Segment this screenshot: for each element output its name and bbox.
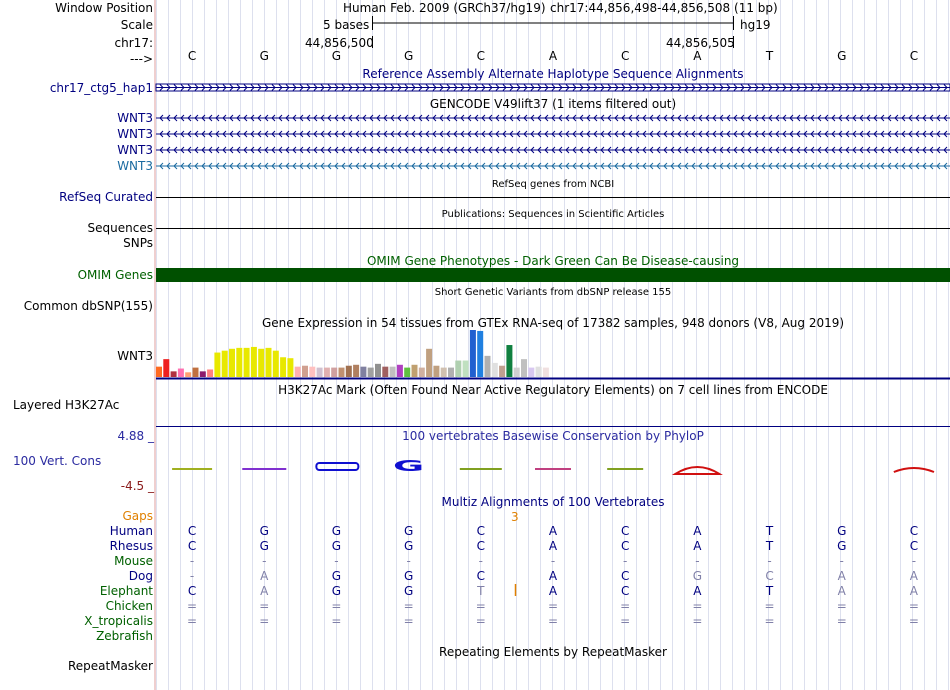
alignment-base: = (692, 599, 703, 613)
refseq-title[interactable]: RefSeq genes from NCBI (491, 179, 615, 190)
alignment-base: G (403, 539, 414, 553)
gtex-bar (185, 372, 191, 377)
alignment-base: G (331, 539, 342, 553)
snps-label[interactable]: SNPs (123, 236, 153, 250)
alignment-base: A (548, 524, 558, 538)
alignment-base: = (547, 614, 559, 628)
alignment-base: = (187, 599, 198, 613)
coord-right: 44,856,505 (666, 36, 735, 50)
gtex-bar (207, 369, 213, 377)
gtex-bar (244, 348, 250, 377)
alignment-base: C (476, 539, 485, 553)
alignment-base: = (403, 614, 414, 628)
alignment-base: A (693, 584, 702, 598)
species-label[interactable]: Rhesus (109, 539, 153, 553)
gtex-bar (404, 368, 410, 377)
gtex-bar (214, 353, 220, 377)
gtex-bar (441, 368, 447, 377)
phylop-ymin: -4.5 _ (120, 479, 154, 493)
alignment-base: C (187, 524, 197, 538)
alignment-base: G (692, 569, 703, 583)
alignment-base: = (475, 599, 486, 613)
alignment-base: C (620, 569, 630, 583)
alignment-base: = (620, 599, 631, 613)
alignment-base: = (908, 614, 919, 628)
gtex-bar (295, 367, 301, 377)
alignment-base: A (260, 569, 269, 583)
gtex-bar (324, 368, 330, 377)
alignment-base: G (259, 539, 269, 553)
alignment-base: - (406, 554, 411, 568)
db-label: hg19 (740, 18, 771, 32)
gtex-bar (266, 348, 272, 377)
gtex-bar (506, 345, 512, 377)
base-letter[interactable]: G (259, 49, 269, 63)
alignment-base: G (403, 524, 414, 538)
alignment-base: A (909, 584, 919, 598)
gtex-bar (412, 365, 418, 377)
omim-title[interactable]: OMIM Gene Phenotypes - Dark Green Can Be Disease-causing (366, 254, 740, 268)
base-letter[interactable]: C (909, 49, 919, 63)
alignment-base: T (765, 584, 774, 598)
alignment-base: G (259, 524, 269, 538)
alignment-base: A (909, 569, 919, 583)
gtex-bar (521, 359, 527, 377)
alignment-base: = (908, 599, 919, 613)
scale-label: Scale (120, 18, 153, 32)
gtex-bar (477, 331, 483, 377)
gtex-bar (258, 349, 264, 377)
repeatmasker-label[interactable]: RepeatMasker (67, 659, 153, 673)
assembly-name[interactable]: Human Feb. 2009 (GRCh37/hg19) (343, 1, 546, 15)
gtex-bar (156, 367, 162, 377)
gaps-label: Gaps (122, 509, 153, 523)
base-letter[interactable]: G (403, 49, 414, 63)
alt-haplo-label[interactable]: chr17_ctg5_hap1 (49, 81, 153, 95)
base-letter[interactable]: T (765, 49, 774, 63)
alignment-base: C (620, 584, 630, 598)
alignment-base: A (548, 569, 558, 583)
alignment-base: C (909, 524, 919, 538)
alignment-base: A (693, 524, 702, 538)
alignment-base: = (259, 614, 270, 628)
refseq-label[interactable]: RefSeq Curated (59, 190, 153, 204)
gtex-bar (236, 348, 242, 377)
dbsnp-label[interactable]: Common dbSNP(155) (23, 299, 153, 313)
gtex-bar (339, 368, 345, 377)
gtex-bar (536, 367, 542, 377)
h3k27ac-label[interactable]: Layered H3K27Ac (13, 398, 120, 412)
alignment-base: A (837, 584, 846, 598)
alignment-base: - (478, 554, 483, 568)
alignment-base: - (262, 554, 267, 568)
phylop-ymax: 4.88 _ (117, 429, 154, 443)
gtex-bar (346, 366, 352, 377)
chrom-label: chr17: (114, 36, 153, 50)
position-readout[interactable]: chr17:44,856,498-44,856,508 (11 bp) (550, 1, 778, 15)
alignment-base: = (620, 614, 631, 628)
alignment-base: A (260, 584, 269, 598)
gtex-bar (229, 349, 235, 377)
gtex-bar (397, 365, 403, 377)
alignment-base: - (767, 554, 772, 568)
gtex-bar (171, 371, 177, 377)
gtex-bar (514, 368, 520, 377)
alignment-base: T (765, 539, 774, 553)
gtex-bar (485, 356, 491, 377)
alignment-base: G (331, 584, 342, 598)
multiz-title[interactable]: Multiz Alignments of 100 Vertebrates (441, 495, 665, 509)
phylop-score-mark (894, 468, 934, 472)
gtex-bar (528, 368, 534, 377)
gtex-title[interactable]: Gene Expression in 54 tissues from GTEx RNA-seq of 17382 samples, 948 donors (V8, Aug 2019) (261, 316, 845, 330)
base-letter[interactable]: A (548, 49, 558, 63)
coord-left: 44,856,500 (305, 36, 374, 50)
gtex-bar (302, 366, 308, 377)
alignment-base: - (623, 554, 628, 568)
alignment-base: G (331, 524, 342, 538)
alignment-base: C (765, 569, 774, 583)
gtex-bar (463, 361, 469, 377)
alignment-base: C (909, 539, 919, 553)
alignment-base: = (331, 599, 342, 613)
alignment-base: - (189, 554, 195, 568)
base-letter[interactable]: C (476, 49, 485, 63)
alignment-base: - (550, 554, 556, 568)
gtex-bar (433, 366, 439, 377)
h3k27ac-title[interactable]: H3K27Ac Mark (Often Found Near Active Regulatory Elements) on 7 cell lines from ENCODE (278, 383, 828, 397)
alignment-base: - (839, 554, 844, 568)
alignment-base: = (547, 599, 559, 613)
gtex-bar (251, 347, 257, 377)
gtex-label[interactable]: WNT3 (117, 349, 153, 363)
gtex-bar (360, 367, 366, 377)
gtex-bar (368, 368, 374, 377)
gtex-bar (499, 366, 505, 377)
species-label[interactable]: Elephant (99, 584, 153, 598)
alignment-base: T (477, 584, 485, 598)
phylop-score-mark (316, 463, 358, 470)
omim-bar (156, 268, 950, 282)
gtex-bar (163, 359, 169, 377)
species-label[interactable]: Mouse (114, 554, 153, 568)
base-letter[interactable]: C (620, 49, 630, 63)
gtex-bar (353, 365, 359, 377)
alignment-base: = (187, 614, 198, 628)
gtex-bar (426, 349, 432, 377)
alignment-base: = (475, 614, 486, 628)
alignment-base: = (836, 614, 847, 628)
alignment-base: G (331, 569, 342, 583)
gtex-bar (331, 368, 337, 377)
phylop-score-mark: G (393, 456, 425, 475)
gencode-title[interactable]: GENCODE V49lift37 (1 items filtered out) (429, 97, 677, 111)
gtex-bar (492, 363, 498, 377)
alignment-base: C (620, 539, 630, 553)
alignment-base: C (187, 584, 197, 598)
gtex-bar (448, 368, 454, 377)
repeatmasker-title[interactable]: Repeating Elements by RepeatMasker (439, 645, 667, 659)
gtex-bar (193, 368, 199, 377)
alignment-base: A (548, 539, 558, 553)
alignment-base: = (836, 599, 847, 613)
alignment-base: - (189, 569, 195, 583)
publications-label-top[interactable]: Sequences (87, 221, 153, 235)
window-position-label: Window Position (55, 1, 153, 15)
gtex-bar (287, 358, 293, 377)
gtex-bar (178, 369, 184, 377)
base-letter[interactable]: G (331, 49, 342, 63)
gencode-item-label[interactable]: WNT3 (117, 127, 153, 141)
species-label[interactable]: Chicken (105, 599, 153, 613)
phylop-title[interactable]: 100 vertebrates Basewise Conservation by PhyloP (402, 429, 704, 443)
base-letter[interactable]: G (837, 49, 847, 63)
alignment-base: = (331, 614, 342, 628)
gtex-bar (382, 367, 388, 377)
gtex-bar (470, 330, 476, 377)
species-label[interactable]: Human (109, 524, 153, 538)
alignment-base: = (259, 599, 270, 613)
phylop-score-mark (675, 467, 719, 474)
dbsnp-title[interactable]: Short Genetic Variants from dbSNP release 155 (434, 287, 672, 298)
gtex-bar (375, 364, 381, 377)
strand-label: ---> (129, 52, 153, 66)
alignment-base: = (764, 614, 775, 628)
alignment-base: = (692, 614, 703, 628)
alignment-base: A (837, 569, 846, 583)
gtex-bar (280, 357, 286, 377)
base-letter[interactable]: A (693, 49, 702, 63)
gtex-bar (222, 351, 228, 377)
gtex-bar (455, 361, 461, 377)
alignment-base: C (476, 569, 485, 583)
gtex-bar (419, 368, 425, 377)
alignment-base: C (187, 539, 197, 553)
alignment-base: C (476, 524, 485, 538)
gencode-item-label[interactable]: WNT3 (117, 111, 153, 125)
omim-label[interactable]: OMIM Genes (77, 268, 153, 282)
gtex-bar (309, 367, 315, 377)
gtex-bar (543, 368, 549, 377)
alignment-base: - (334, 554, 339, 568)
alignment-base: = (764, 599, 775, 613)
gencode-item-label[interactable]: WNT3 (117, 143, 153, 157)
publications-title[interactable]: Publications: Sequences in Scientific Articles (441, 209, 665, 220)
alignment-base: T (765, 524, 774, 538)
gap-count: 3 (511, 510, 519, 524)
alignment-base: - (911, 554, 917, 568)
gtex-bar (390, 367, 396, 377)
alignment-base: G (403, 569, 414, 583)
gtex-bar (200, 371, 206, 377)
alignment-base: G (837, 539, 847, 553)
species-label[interactable]: Zebrafish (96, 629, 153, 643)
species-label[interactable]: Dog (128, 569, 153, 583)
phylop-label[interactable]: 100 Vert. Cons (13, 454, 102, 468)
base-letter[interactable]: C (187, 49, 197, 63)
species-label[interactable]: X_tropicalis (84, 614, 153, 628)
gtex-bar (317, 368, 323, 377)
scale-text: 5 bases (323, 18, 370, 32)
alignment-base: G (837, 524, 847, 538)
alignment-base: = (403, 599, 414, 613)
alignment-base: G (403, 584, 414, 598)
gencode-item-label[interactable]: WNT3 (117, 159, 153, 173)
alignment-base: A (693, 539, 702, 553)
alignment-base: - (695, 554, 700, 568)
alt-haplo-title[interactable]: Reference Assembly Alternate Haplotype Sequence Alignments (362, 67, 744, 81)
gtex-bar (273, 351, 279, 377)
alignment-base: C (620, 524, 630, 538)
alignment-base: A (548, 584, 558, 598)
